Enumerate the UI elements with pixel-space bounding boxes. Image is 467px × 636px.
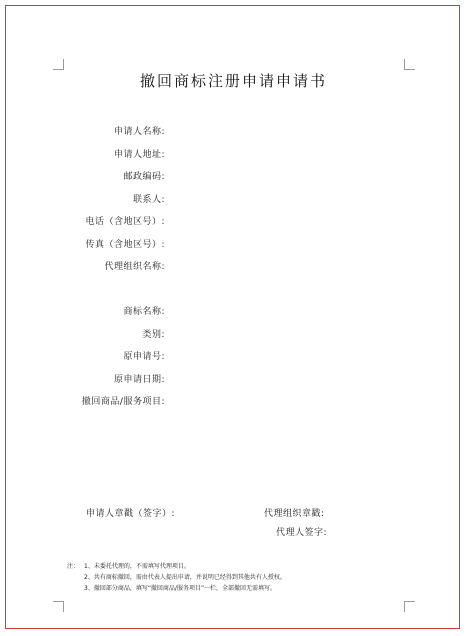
field-applicant-address: 申请人地址:	[113, 150, 165, 160]
note-line-1: 1、未委托代理的，不需填写代理项目。	[84, 563, 190, 570]
field-contact-person: 联系人:	[132, 195, 165, 205]
field-withdrawn-goods-services: 撤回商品/服务项目:	[81, 397, 165, 407]
corner-mark-bottom-left	[53, 601, 64, 612]
corner-mark-bottom-right	[404, 601, 415, 612]
corner-mark-top-left	[53, 59, 64, 70]
agent-signature: 代理人签字:	[276, 528, 328, 538]
notes-heading: 注：	[67, 563, 80, 570]
field-phone: 电话（含地区号）:	[85, 217, 165, 227]
note-line-3: 3、撤回部分商品，填写“撤回商品/服务项目”一栏，全部撤回无需填写。	[84, 585, 277, 592]
field-original-application-date: 原申请日期:	[113, 375, 165, 385]
field-applicant-name: 申请人名称:	[113, 127, 165, 137]
field-class: 类别:	[142, 330, 165, 340]
agency-seal: 代理组织章戳:	[264, 509, 325, 519]
note-line-2: 2、共有商标撤回，需由代表人提出申请，并说明已经得到其他共有人授权。	[84, 574, 286, 581]
field-original-application-number: 原申请号:	[123, 352, 165, 362]
form-title: 撤回商标注册申请申请书	[139, 72, 327, 90]
field-postal-code: 邮政编码:	[123, 172, 165, 182]
field-fax: 传真（含地区号）:	[85, 240, 165, 250]
corner-mark-top-right	[404, 59, 415, 70]
field-agency-name: 代理组织名称:	[104, 262, 165, 272]
applicant-seal-signature: 申请人章戳（签字）:	[86, 509, 176, 519]
application-form-page	[5, 5, 460, 629]
field-trademark-name: 商标名称:	[123, 307, 165, 317]
